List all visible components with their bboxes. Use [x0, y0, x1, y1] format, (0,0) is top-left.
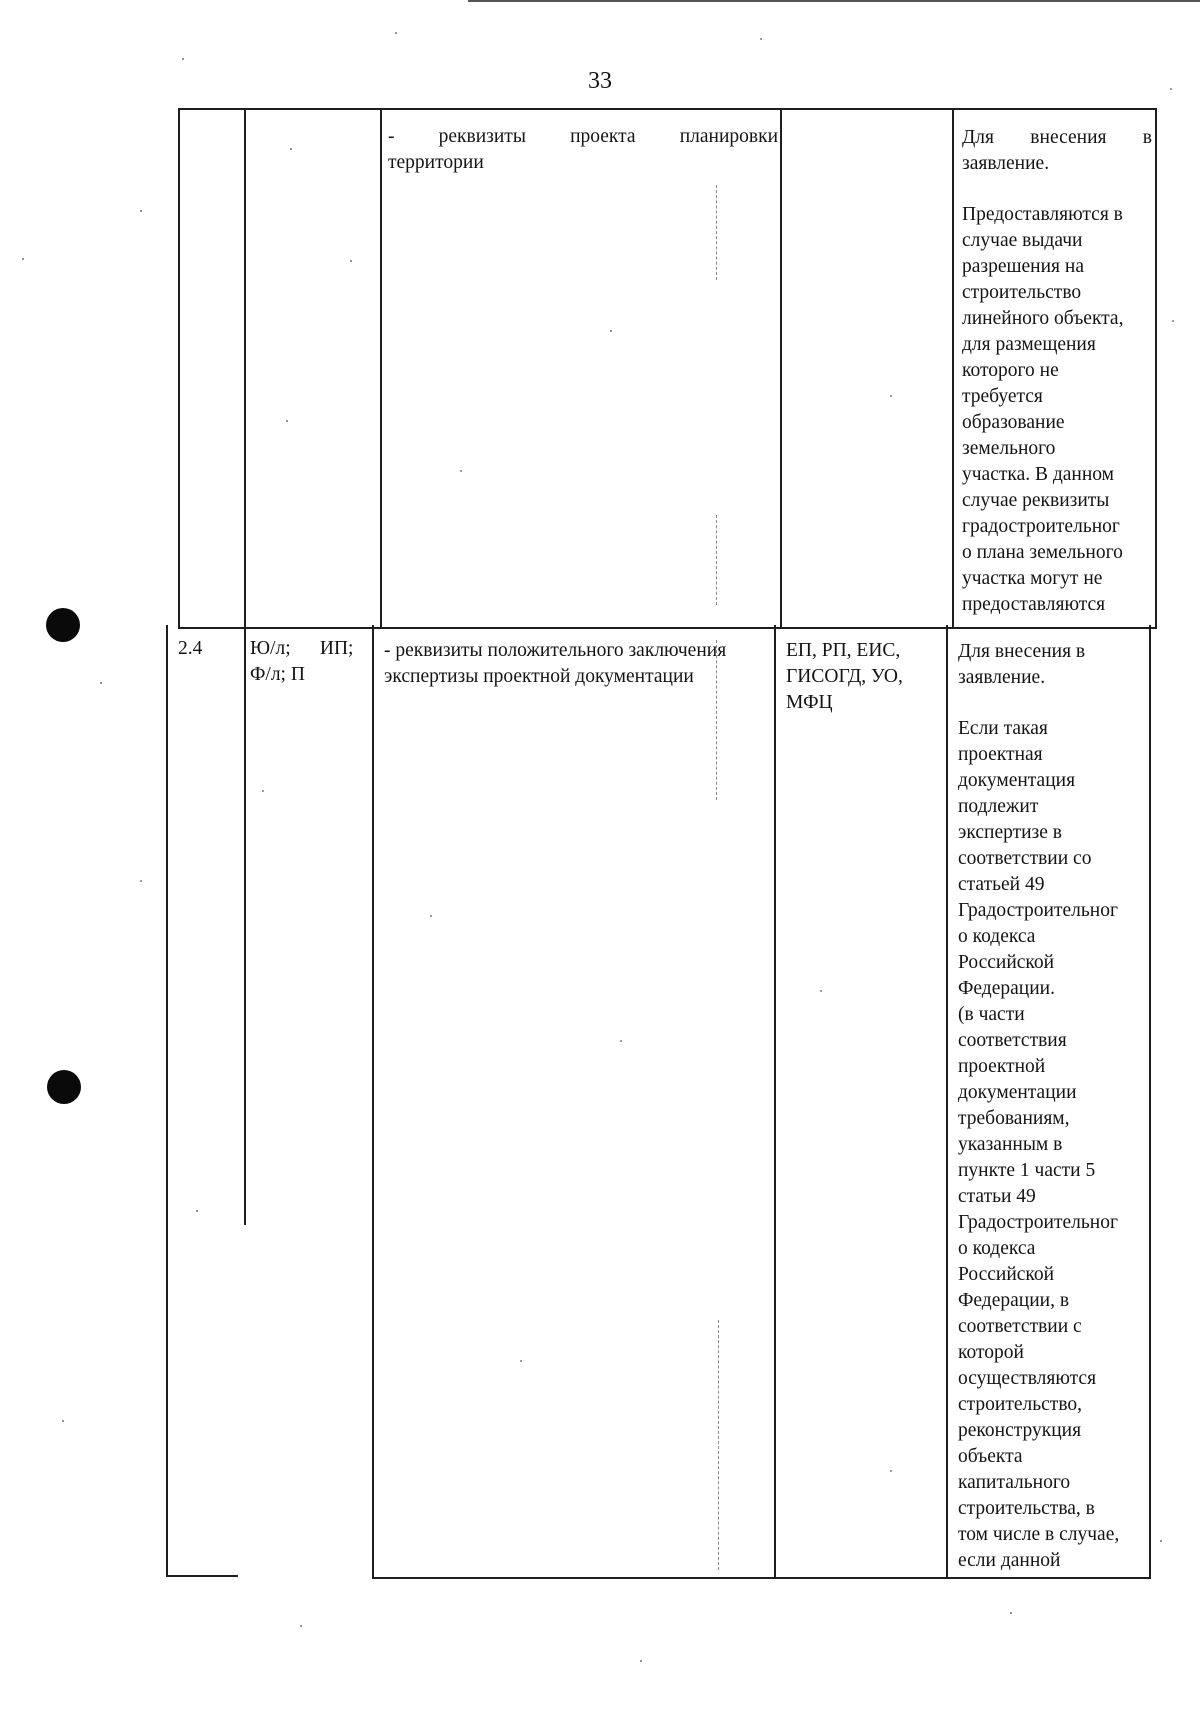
scan-dust [640, 1660, 642, 1662]
row1-applicant-cell [244, 108, 382, 629]
row2-note-line: заявление. [958, 667, 1046, 688]
row1-note-line: Для внесения в [962, 127, 1152, 148]
row1-note-line: образование [962, 412, 1065, 433]
scan-dust [890, 395, 892, 397]
scan-dust [1172, 320, 1174, 322]
row2-applicant-cell [244, 625, 374, 1225]
row2-note-line: соответствии со [958, 848, 1092, 869]
row2-note-line: Если такая [958, 718, 1048, 739]
row1-note-text [962, 125, 1152, 618]
scan-dust [262, 790, 264, 792]
row2-note-line: документация [958, 770, 1076, 791]
row2-note-line: Для внесения в [958, 641, 1086, 662]
scan-artifact-line [716, 640, 717, 800]
row2-note-line: (в части [958, 1004, 1025, 1025]
scan-dust [286, 420, 288, 422]
hole-punch-bottom [47, 1070, 81, 1104]
row2-applicant-line1: Ю/л; ИП; [250, 638, 354, 659]
row1-note-line: случае реквизиты [962, 490, 1110, 511]
row2-note-line: статьи 49 [958, 1186, 1036, 1207]
row2-note-line: реконструкция [958, 1420, 1082, 1441]
row2-note-line: строительство, [958, 1394, 1083, 1415]
scan-artifact-line [716, 515, 717, 605]
row2-note-line: о кодекса [958, 1238, 1036, 1259]
row1-document-cell [380, 108, 782, 629]
scan-dust [140, 210, 142, 212]
scan-dust [290, 148, 292, 150]
row2-note-text [958, 639, 1146, 1574]
row1-note-line: заявление. [962, 153, 1050, 174]
scan-dust [395, 32, 397, 34]
row2-note-line: проектной [958, 1056, 1046, 1077]
scan-dust [140, 880, 142, 882]
row1-note-line: участка могут не [962, 568, 1103, 589]
scan-dust [1160, 1540, 1162, 1542]
scan-artifact-line [716, 185, 717, 280]
row1-note-line: предоставляются [962, 594, 1106, 615]
row2-document-line1: - реквизиты положительного заключения [384, 640, 727, 661]
scan-dust [1010, 1612, 1012, 1614]
hole-punch-top [46, 608, 80, 642]
row2-number: 2.4 [178, 638, 203, 659]
row2-note-line: документации [958, 1082, 1077, 1103]
scan-dust [460, 470, 462, 472]
row2-note-line: указанным в [958, 1134, 1063, 1155]
scan-dust [100, 682, 102, 684]
page-number: 33 [588, 68, 612, 94]
row2-note-line: соответствии с [958, 1316, 1082, 1337]
row2-source-line: МФЦ [786, 692, 833, 713]
scan-dust [430, 915, 432, 917]
row2-applicant-text [250, 636, 374, 688]
scan-dust [520, 1360, 522, 1362]
scan-dust [62, 1420, 64, 1422]
row1-note-line: которого не [962, 360, 1059, 381]
row2-note-line: объекта [958, 1446, 1023, 1467]
row2-source-cell [774, 625, 948, 1579]
row1-document-line2: территории [388, 152, 484, 173]
row1-document-line1: - реквизиты проекта планировки [388, 126, 778, 147]
scan-artifact-line [718, 1320, 719, 1570]
row2-note-line: о кодекса [958, 926, 1036, 947]
row1-document-text [388, 124, 778, 176]
scan-top-edge [468, 0, 1200, 2]
row1-note-line: линейного объекта, [962, 308, 1124, 329]
row1-note-line: Предоставляются в [962, 204, 1123, 225]
row2-note-line: осуществляются [958, 1368, 1097, 1389]
scan-dust [196, 1210, 198, 1212]
row2-applicant-line2: Ф/л; П [250, 664, 305, 685]
row2-note-line: Градостроительног [958, 1212, 1118, 1233]
scan-dust [760, 38, 762, 40]
scan-dust [890, 1470, 892, 1472]
row2-note-line: пункте 1 части 5 [958, 1160, 1096, 1181]
row2-note-line: Российской [958, 1264, 1055, 1285]
scan-dust [820, 990, 822, 992]
row2-note-line: том числе в случае, [958, 1524, 1120, 1545]
scan-dust [620, 1040, 622, 1042]
row2-note-line: статьей 49 [958, 874, 1045, 895]
scan-dust [610, 330, 612, 332]
row2-note-line: подлежит [958, 796, 1039, 817]
row1-note-line: градостроительног [962, 516, 1120, 537]
row2-source-line: ЕП, РП, ЕИС, [786, 640, 901, 661]
row2-note-line: Градостроительног [958, 900, 1118, 921]
row1-note-line: участка. В данном [962, 464, 1115, 485]
scan-dust [1170, 88, 1172, 90]
row2-source-line: ГИСОГД, УО, [786, 666, 903, 687]
row2-source-text [786, 638, 944, 716]
row1-note-line: земельного [962, 438, 1056, 459]
row1-note-line: разрешения на [962, 256, 1084, 277]
row2-note-line: строительства, в [958, 1498, 1095, 1519]
row1-note-line: для размещения [962, 334, 1096, 355]
row1-note-line: требуется [962, 386, 1043, 407]
row2-note-line: Российской [958, 952, 1055, 973]
row1-source-cell [780, 108, 954, 629]
row2-note-line: если данной [958, 1550, 1061, 1571]
scan-dust [300, 1625, 302, 1627]
row2-note-line: Федерации. [958, 978, 1055, 999]
row2-document-text [384, 638, 776, 690]
row2-note-line: проектная [958, 744, 1043, 765]
row1-note-line: строительство [962, 282, 1082, 303]
row2-note-line: экспертизе в [958, 822, 1062, 843]
scan-dust [22, 258, 24, 260]
row2-note-line: капитального [958, 1472, 1071, 1493]
row2-note-line: которой [958, 1342, 1024, 1363]
scan-dust [182, 58, 184, 60]
row1-number-cell [178, 108, 246, 629]
row1-note-line: случае выдачи [962, 230, 1083, 251]
row2-note-line: Федерации, в [958, 1290, 1070, 1311]
row2-document-line2: экспертизы проектной документации [384, 666, 694, 687]
row2-number-cell [166, 625, 238, 1577]
scan-dust [350, 260, 352, 262]
row2-note-line: требованиям, [958, 1108, 1070, 1129]
row2-note-line: соответствия [958, 1030, 1067, 1051]
row1-note-line: о плана земельного [962, 542, 1123, 563]
